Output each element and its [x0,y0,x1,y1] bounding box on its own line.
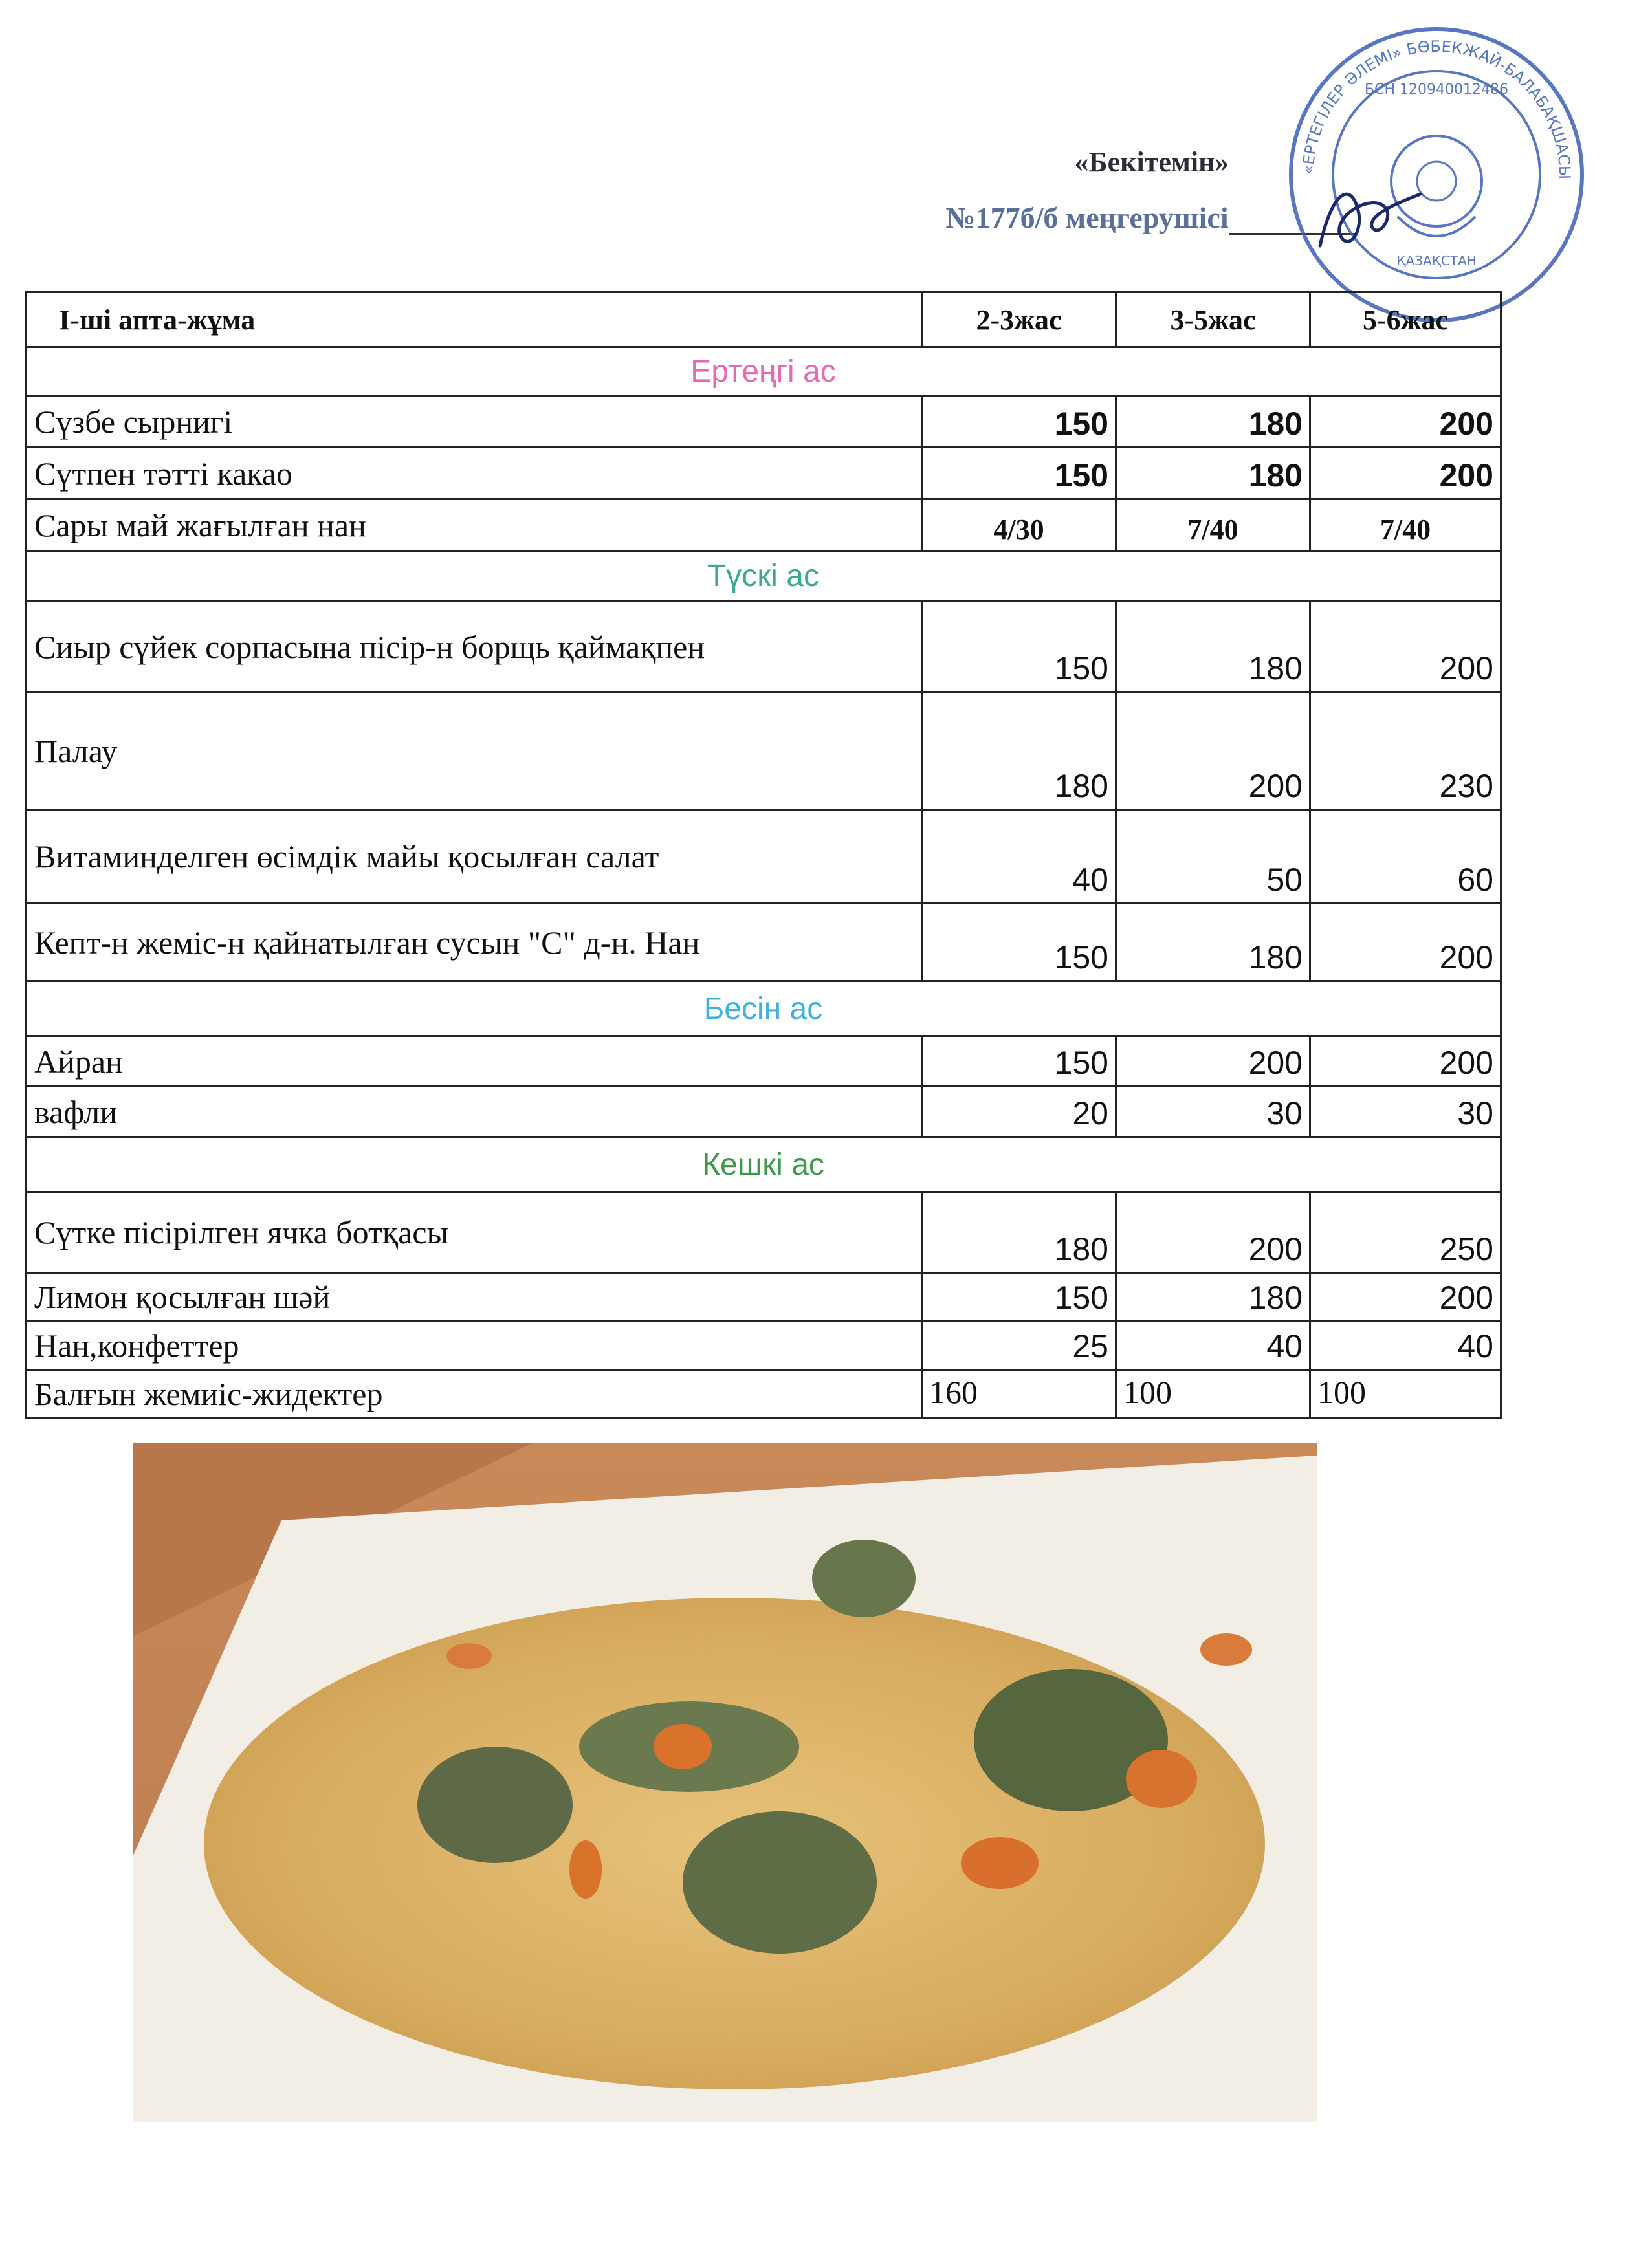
portion-5-6: 200 [1310,396,1501,448]
portion-5-6: 250 [1310,1192,1501,1273]
section-row-breakfast [26,347,1501,396]
menu-item: Нан,конфеттер [26,1322,922,1370]
menu-item: Сүтпен тәтті какао [26,448,922,499]
section-title-lunch: Түскі ас [26,551,1501,602]
portion-2-3: 25 [922,1322,1116,1370]
portion-5-6: 200 [1310,1273,1501,1322]
portion-3-5: 40 [1116,1322,1310,1370]
portion-2-3: 150 [922,396,1116,448]
portion-3-5: 200 [1116,1192,1310,1273]
table-row [26,499,1501,551]
menu-item: Сары май жағылған нан [26,499,922,551]
portion-3-5: 100 [1116,1370,1310,1419]
table-row [26,1273,1501,1322]
table-row [26,1087,1501,1137]
section-title-dinner: Кешкі ас [26,1137,1501,1192]
portion-5-6: 100 [1310,1370,1501,1419]
table-header-row [26,292,1501,347]
portion-5-6: 200 [1310,904,1501,981]
table-row [26,1192,1501,1273]
portion-2-3: 150 [922,602,1116,692]
header-age-3-5: 3-5жас [1116,292,1310,347]
portion-3-5: 180 [1116,1273,1310,1322]
portion-5-6: 200 [1310,1036,1501,1087]
portion-5-6: 200 [1310,448,1501,499]
section-row-lunch [26,551,1501,602]
table-row [26,448,1501,499]
table-row [26,1370,1501,1419]
menu-item: Кепт-н жеміс-н қайнатылған сусын "С" д-н. Нан [26,904,922,981]
portion-2-3: 150 [922,448,1116,499]
header-age-5-6: 5-6жас [1310,292,1501,347]
section-row-dinner [26,1137,1501,1192]
header-week: І-ші апта-жұма [26,292,922,347]
portion-2-3: 150 [922,1273,1116,1322]
table-row [26,810,1501,904]
menu-item: Айран [26,1036,922,1087]
section-title-snack: Бесін ас [26,981,1501,1036]
portion-2-3: 4/30 [922,499,1116,551]
portion-5-6: 40 [1310,1322,1501,1370]
menu-item: Витаминделген өсімдік майы қосылған салат [26,810,922,904]
section-title-breakfast: Ертеңгі ас [26,347,1501,396]
section-row-snack [26,981,1501,1036]
portion-3-5: 200 [1116,692,1310,810]
pilaf-photo [133,1443,1317,2122]
portion-3-5: 180 [1116,396,1310,448]
portion-2-3: 20 [922,1087,1116,1137]
menu-item: Сиыр сүйек сорпасына пісір-н борщь қаймақпен [26,602,922,692]
portion-5-6: 60 [1310,810,1501,904]
table-row [26,396,1501,448]
table-row [26,1036,1501,1087]
stamp-bin: БСН 120940012486 [1365,82,1508,98]
menu-item: Балғын жемиіс-жидектер [26,1370,922,1419]
table-row [26,904,1501,981]
portion-2-3: 160 [922,1370,1116,1419]
approval-role-text: №177б/б меңгерушісі [945,201,1229,234]
menu-item: вафли [26,1087,922,1137]
portion-5-6: 7/40 [1310,499,1501,551]
portion-2-3: 150 [922,904,1116,981]
table-row [26,1322,1501,1370]
portion-3-5: 180 [1116,602,1310,692]
portion-3-5: 200 [1116,1036,1310,1087]
portion-2-3: 150 [922,1036,1116,1087]
header-age-2-3: 2-3жас [922,292,1116,347]
menu-item: Сүтке пісірілген ячка ботқасы [26,1192,922,1273]
portion-3-5: 180 [1116,448,1310,499]
menu-table [25,291,1502,1419]
portion-5-6: 200 [1310,602,1501,692]
portion-2-3: 180 [922,1192,1116,1273]
stamp-inner-text: ҚАЗАҚСТАН [1396,253,1477,268]
menu-item: Сүзбе сырнигі [26,396,922,448]
portion-2-3: 180 [922,692,1116,810]
stamp-outer-text: «ЕРТЕГІЛЕР ӘЛЕМІ» БӨБЕКЖАЙ-БАЛАБАҚШАСЫ [1299,37,1574,180]
approval-title: «Бекітемін» [1074,146,1229,178]
portion-3-5: 180 [1116,904,1310,981]
menu-item: Лимон қосылған шәй [26,1273,922,1322]
portion-5-6: 230 [1310,692,1501,810]
signature-icon [1307,175,1430,265]
portion-5-6: 30 [1310,1087,1501,1137]
portion-3-5: 7/40 [1116,499,1310,551]
portion-3-5: 30 [1116,1087,1310,1137]
table-row [26,602,1501,692]
table-row [26,692,1501,810]
menu-item: Палау [26,692,922,810]
portion-2-3: 40 [922,810,1116,904]
portion-3-5: 50 [1116,810,1310,904]
